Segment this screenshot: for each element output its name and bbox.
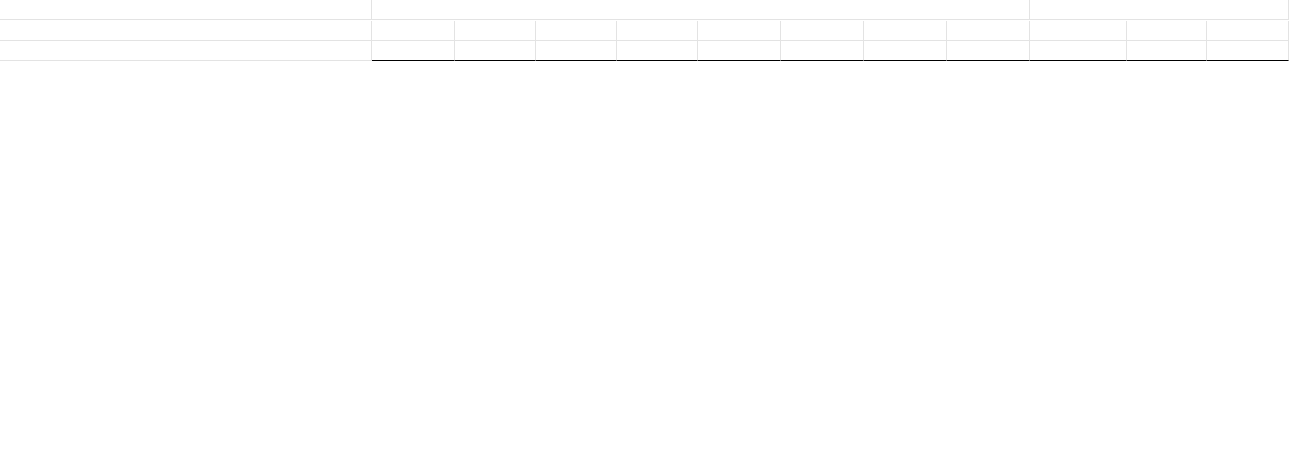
corner-cell[interactable] [0,0,372,20]
column-header[interactable] [455,21,536,41]
column-header[interactable] [781,41,864,61]
column-header[interactable] [864,41,947,61]
column-header[interactable] [1030,21,1127,41]
header-row-1 [0,21,1289,41]
column-header[interactable] [947,41,1030,61]
column-header[interactable] [1030,41,1127,61]
column-header[interactable] [781,21,864,41]
header-group-row [0,0,1289,20]
label-cell[interactable] [0,21,372,41]
header-row-2 [0,41,1289,61]
column-header[interactable] [1127,21,1207,41]
column-header[interactable] [1207,41,1289,61]
column-header[interactable] [617,21,698,41]
column-header[interactable] [617,41,698,61]
label-cell[interactable] [0,41,372,61]
column-header[interactable] [536,41,617,61]
column-header[interactable] [864,21,947,41]
column-header[interactable] [372,21,455,41]
quarter-ended-header[interactable] [372,0,1030,20]
column-header[interactable] [698,41,781,61]
column-header[interactable] [947,21,1030,41]
column-header[interactable] [455,41,536,61]
column-header[interactable] [698,21,781,41]
column-header[interactable] [1127,41,1207,61]
column-header[interactable] [1207,21,1289,41]
column-header[interactable] [372,41,455,61]
fiscal-year-header[interactable] [1030,0,1289,20]
column-header[interactable] [536,21,617,41]
